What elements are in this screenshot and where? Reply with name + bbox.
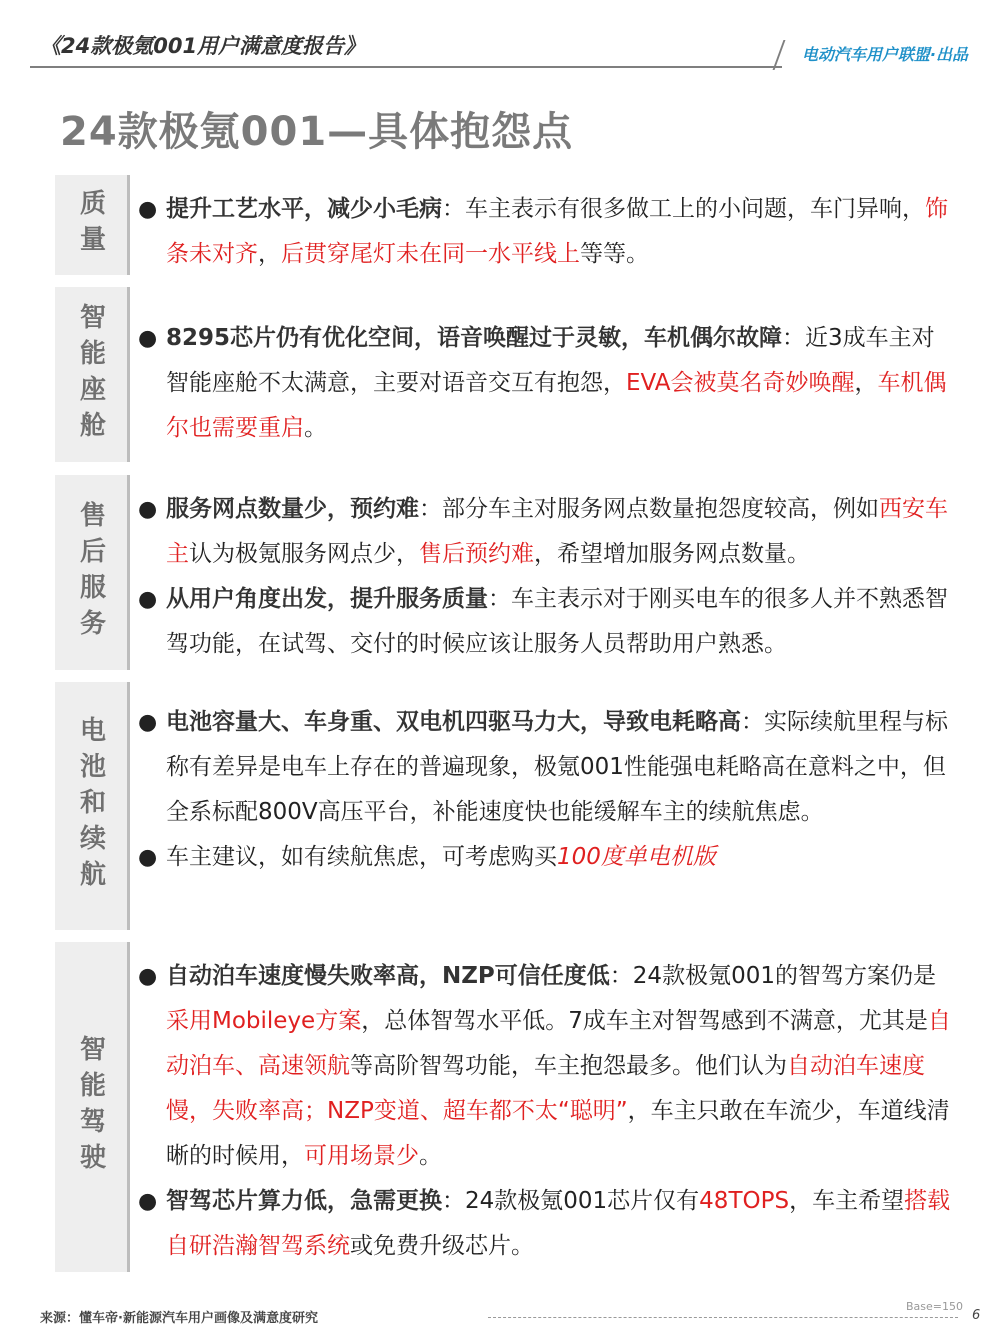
section-battery-range	[55, 682, 955, 930]
highlight-text: 48TOPS	[699, 1188, 790, 1214]
bullet-text: ：24款极氪001芯片仅有	[442, 1188, 700, 1214]
source-note: 来源：懂车帝·新能源汽车用户画像及满意度研究	[40, 1311, 318, 1326]
bullet-heading: 服务网点数量少，预约难	[166, 496, 419, 522]
bullet-heading: 从用户角度出发，提升服务质量	[166, 586, 488, 612]
bullet-text: ：实际续航里程与标称有差异是电车上存在的普遍现象，极氪001性能强电耗略高在意料之中，但全系标配800V高压平台，补能速度快也能缓解车主的续航焦虑。	[166, 709, 948, 825]
section-smart-driving	[55, 942, 955, 1272]
highlight-text: 自动泊车、高速领航	[166, 1008, 951, 1079]
bullet-text: ：车主表示有很多做工上的小问题，车门异响，	[442, 196, 925, 222]
bullet-item	[138, 700, 955, 835]
section-label: 电池和续航	[55, 682, 130, 930]
bullet-text: ，	[854, 370, 878, 396]
highlight-text: 西安车主	[166, 496, 948, 567]
highlight-text: 售后预约难	[419, 541, 534, 567]
highlight-text: 饰条未对齐	[166, 196, 948, 267]
bullet-heading: 电池容量大、车身重、双电机四驱马力大，导致电耗略高	[166, 709, 741, 735]
bullet-text: 。	[419, 1143, 442, 1169]
bullet-item	[138, 316, 955, 451]
bullet-text: ，总体智驾水平低。7成车主对智驾感到不满意，尤其是	[361, 1008, 928, 1034]
section-body	[138, 287, 955, 462]
publisher-brand: 电动汽车用户联盟·出品	[801, 45, 968, 64]
footer-rule	[488, 1317, 958, 1318]
page-number: 6	[972, 1308, 981, 1323]
page-title: 24款极氪001—具体抱怨点	[60, 109, 574, 155]
highlight-text: 可用场景少	[304, 1143, 419, 1169]
highlight-text: 100度单电机版	[557, 844, 716, 870]
bullet-text: ，车主只敢在车流少，车道线清晰的时候用，	[166, 1098, 950, 1169]
base-note: Base=150	[906, 1300, 963, 1313]
section-label: 售后服务	[55, 475, 130, 670]
bullet-heading: 智驾芯片算力低，急需更换	[166, 1188, 442, 1214]
bullet-heading: 提升工艺水平，减少小毛病	[166, 196, 442, 222]
highlight-text: 自动泊车速度慢，失败率高；NZP变道、超车都不太“聪明”	[166, 1053, 925, 1124]
bullet-heading: 自动泊车速度慢失败率高，NZP可信任度低	[166, 963, 610, 989]
section-body	[138, 175, 955, 275]
header-rule	[30, 66, 782, 68]
section-smart-cockpit	[55, 287, 955, 462]
section-body	[138, 475, 955, 670]
bullet-item	[138, 187, 955, 277]
bullet-text: ：近3成车主对智能座舱不太满意，主要对语音交互有抱怨，	[166, 325, 935, 396]
bullet-text: 。	[304, 415, 327, 441]
highlight-text: 采用Mobileye方案	[166, 1008, 362, 1034]
section-body	[138, 942, 955, 1272]
bullet-item	[138, 954, 955, 1179]
section-label: 智能座舱	[55, 287, 130, 462]
bullet-text: ，希望增加服务网点数量。	[534, 541, 810, 567]
section-label: 质量	[55, 175, 130, 275]
bullet-text: ：24款极氪001的智驾方案仍是	[609, 963, 936, 989]
bullet-text: 认为极氪服务网点少，	[189, 541, 419, 567]
bullet-text: 车主建议，如有续航焦虑，可考虑购买	[166, 844, 557, 870]
bullet-item	[138, 577, 955, 667]
bullet-text: 等等。	[580, 241, 649, 267]
section-body	[138, 682, 955, 930]
section-label: 智能驾驶	[55, 942, 130, 1272]
highlight-text: 车机偶尔也需要重启	[166, 370, 947, 441]
bullet-text: ：车主表示对于刚买电车的很多人并不熟悉智驾功能，在试驾、交付的时候应该让服务人员帮助用户熟悉。	[166, 586, 948, 657]
bullet-text: 等高阶智驾功能，车主抱怨最多。他们认为	[350, 1053, 787, 1079]
section-quality	[55, 175, 955, 275]
bullet-text: ，车主希望	[789, 1188, 905, 1214]
bullet-text: 或免费升级芯片。	[350, 1233, 534, 1259]
bullet-item	[138, 1179, 955, 1269]
bullet-text: ：部分车主对服务网点数量抱怨度较高，例如	[419, 496, 879, 522]
bullet-item	[138, 487, 955, 577]
report-title: 《24款极氪001用户满意度报告》	[40, 34, 366, 58]
bullet-item	[138, 835, 955, 880]
bullet-text: ，	[258, 241, 281, 267]
section-after-sales	[55, 475, 955, 670]
highlight-text: 搭载自研浩瀚智驾系统	[166, 1188, 951, 1259]
highlight-text: 后贯穿尾灯未在同一水平线上	[281, 241, 580, 267]
highlight-text: EVA会被莫名奇妙唤醒	[626, 370, 855, 396]
bullet-heading: 8295芯片仍有优化空间，语音唤醒过于灵敏，车机偶尔故障	[166, 325, 783, 351]
